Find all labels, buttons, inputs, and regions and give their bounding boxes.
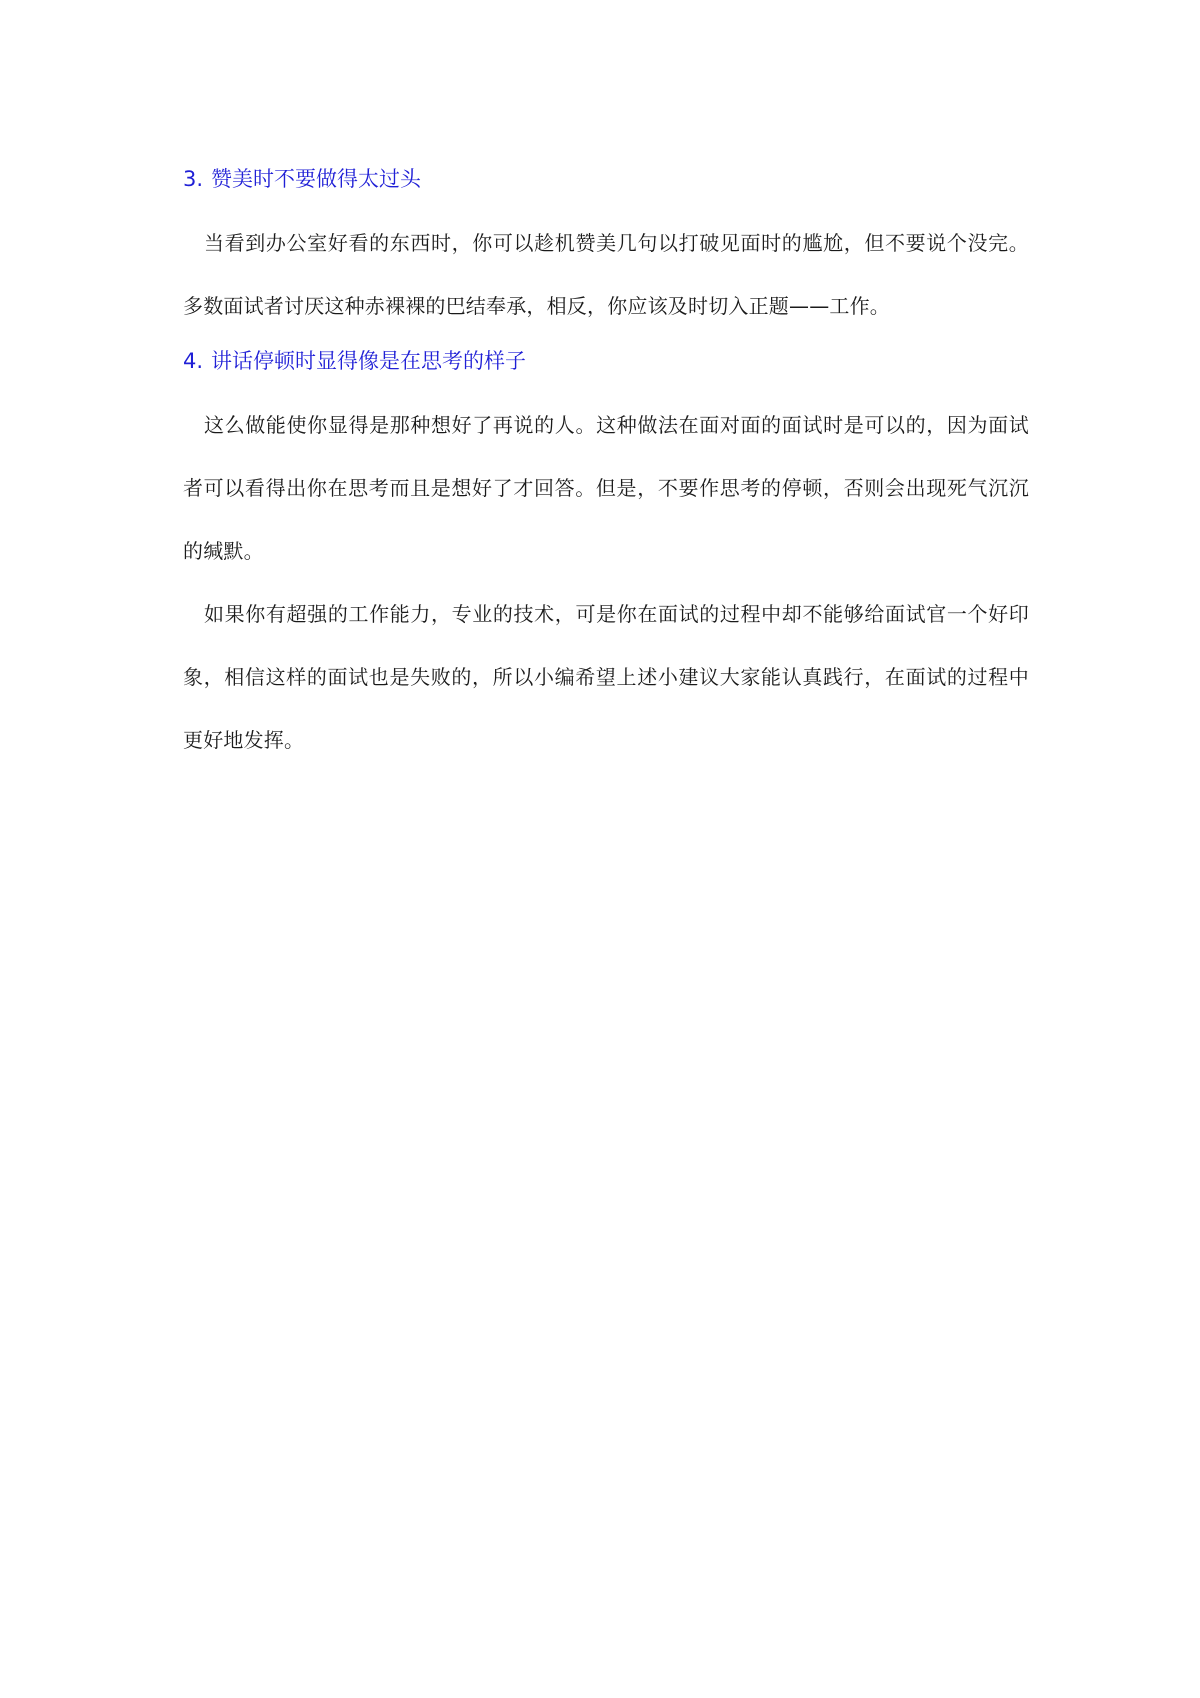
section-heading-4	[183, 340, 1029, 382]
section-heading-3	[183, 158, 1029, 200]
paragraph: 如果你有超强的工作能力，专业的技术，可是你在面试的过程中却不能够给面试官一个好印象，相信这样的面试也是失败的，所以小编希望上述小建议大家能认真践行，在面试的过程中更好地发挥。	[183, 602, 1029, 752]
document-body	[183, 158, 1029, 772]
section-number: 4.	[183, 349, 204, 373]
paragraph: 这么做能使你显得是那种想好了再说的人。这种做法在面对面的面试时是可以的，因为面试者可以看得出你在思考而且是想好了才回答。但是，不要作思考的停顿，否则会出现死气沉沉的缄默。	[183, 413, 1029, 563]
section-title: 讲话停顿时显得像是在思考的样子	[211, 349, 527, 373]
section-number: 3.	[183, 167, 204, 191]
section-title: 赞美时不要做得太过头	[211, 167, 422, 191]
paragraph: 当看到办公室好看的东西时，你可以趁机赞美几句以打破见面时的尴尬，但不要说个没完。多数面试者讨厌这种赤裸裸的巴结奉承，相反，你应该及时切入正题——工作。	[183, 231, 1029, 318]
